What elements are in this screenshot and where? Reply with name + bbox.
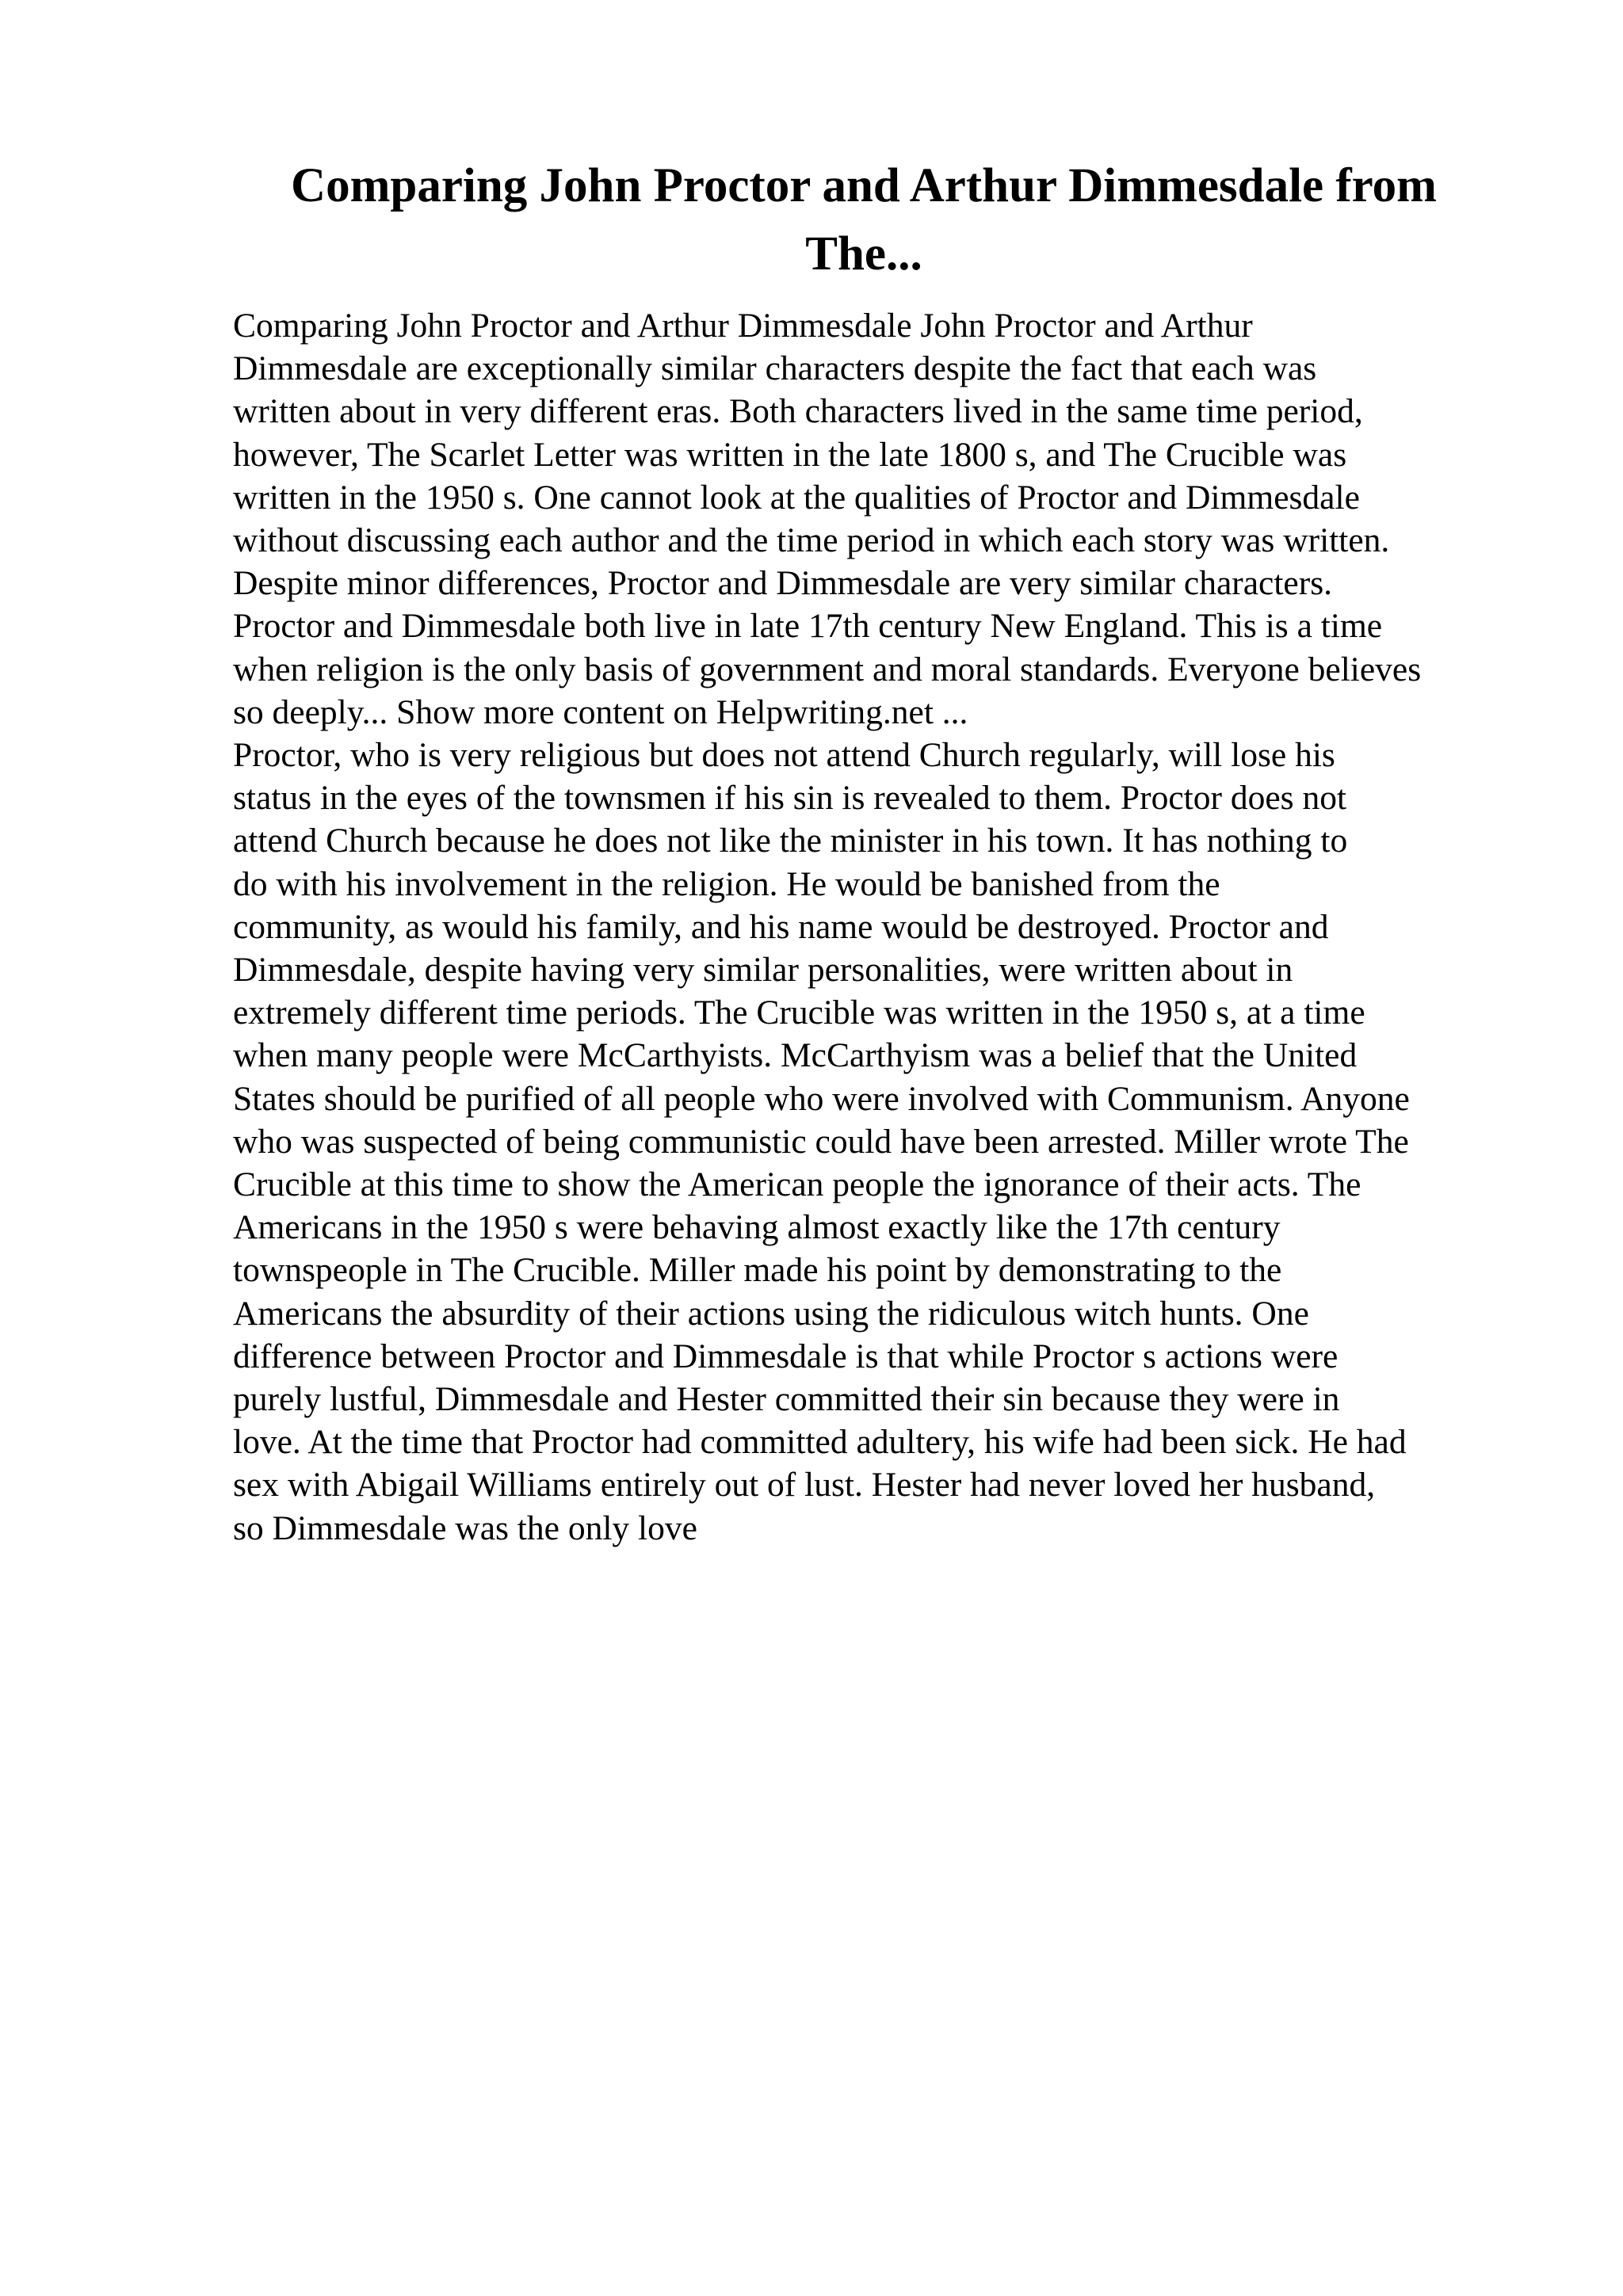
body-line: who was suspected of being communistic could have been arrested. Miller wrote The xyxy=(233,1122,1409,1161)
body-line: attend Church because he does not like the minister in his town. It has nothing to xyxy=(233,822,1348,860)
body-line: Americans the absurdity of their actions using the ridiculous witch hunts. One xyxy=(233,1294,1309,1333)
body-line: when religion is the only basis of government and moral standards. Everyone believes xyxy=(233,650,1422,688)
body-line: Dimmesdale, despite having very similar personalities, were written about in xyxy=(233,951,1293,990)
body-line: difference between Proctor and Dimmesdale is that while Proctor s actions were xyxy=(233,1337,1338,1375)
body-line: Comparing John Proctor and Arthur Dimmesdale John Proctor and Arthur xyxy=(233,307,1253,345)
body-line: without discussing each author and the time period in which each story was written. xyxy=(233,521,1390,560)
body-line: status in the eyes of the townsmen if his sin is revealed to them. Proctor does not xyxy=(233,779,1347,818)
title-line: Comparing John Proctor and Arthur Dimmesdale from xyxy=(291,159,1437,212)
body-line: do with his involvement in the religion. He would be banished from the xyxy=(233,864,1220,903)
title-line: The... xyxy=(805,227,922,280)
body-line: Crucible at this time to show the American people the ignorance of their acts. The xyxy=(233,1165,1361,1204)
body-line: love. At the time that Proctor had committed adultery, his wife had been sick. He had xyxy=(233,1423,1407,1462)
body-line: so Dimmesdale was the only love xyxy=(233,1508,697,1547)
body-line: so deeply... Show more content on Helpwriting.net ... xyxy=(233,692,968,731)
document-title xyxy=(238,152,1490,288)
document-body xyxy=(233,304,1533,1550)
body-line: States should be purified of all people who were involved with Communism. Anyone xyxy=(233,1079,1410,1118)
body-line: purely lustful, Dimmesdale and Hester committed their sin because they were in xyxy=(233,1380,1340,1419)
body-line: community, as would his family, and his name would be destroyed. Proctor and xyxy=(233,907,1329,946)
body-line: Proctor and Dimmesdale both live in late 17th century New England. This is a time xyxy=(233,607,1383,646)
body-line: extremely different time periods. The Crucible was written in the 1950 s, at a time xyxy=(233,994,1365,1032)
body-line: written about in very different eras. Both characters lived in the same time period, xyxy=(233,392,1363,431)
body-line: Proctor, who is very religious but does not attend Church regularly, will lose his xyxy=(233,736,1335,775)
body-line: townspeople in The Crucible. Miller made his point by demonstrating to the xyxy=(233,1251,1282,1290)
body-line: sex with Abigail Williams entirely out of lust. Hester had never loved her husband, xyxy=(233,1466,1376,1505)
body-line: when many people were McCarthyists. McCarthyism was a belief that the United xyxy=(233,1036,1358,1075)
body-line: written in the 1950 s. One cannot look at the qualities of Proctor and Dimmesdale xyxy=(233,478,1360,517)
body-line: however, The Scarlet Letter was written in the late 1800 s, and The Crucible was xyxy=(233,435,1347,474)
body-line: Despite minor differences, Proctor and Dimmesdale are very similar characters. xyxy=(233,564,1333,603)
body-line: Americans in the 1950 s were behaving almost exactly like the 17th century xyxy=(233,1208,1281,1247)
body-line: Dimmesdale are exceptionally similar characters despite the fact that each was xyxy=(233,349,1317,388)
